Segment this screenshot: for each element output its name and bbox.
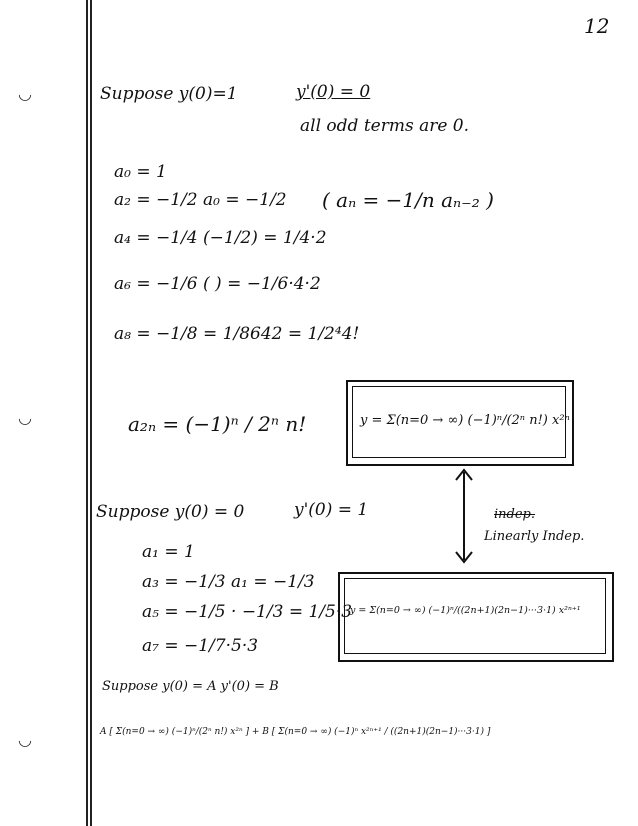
- page-number: 12: [584, 14, 610, 38]
- coefficient-a8: a₈ = −1/8 = 1/8642 = 1/2⁴4!: [114, 324, 360, 344]
- coefficient-a2: a₂ = −1/2 a₀ = −1/2: [114, 190, 287, 210]
- condition-y0-second: Suppose y(0) = 0: [96, 502, 245, 522]
- margin-line: [90, 0, 92, 826]
- coefficient-a0: a₀ = 1: [114, 162, 167, 182]
- condition-y0: Suppose y(0)=1: [100, 84, 238, 104]
- struck-word: indep.: [494, 507, 535, 522]
- binder-hole-mark: ◡: [18, 408, 32, 427]
- coefficient-a6: a₆ = −1/6 ( ) = −1/6·4·2: [114, 274, 321, 294]
- binder-hole-mark: ◡: [18, 84, 32, 103]
- binder-hole-mark: ◡: [18, 730, 32, 749]
- solution-odd: y = Σ(n=0 → ∞) (−1)ⁿ/((2n+1)(2n−1)···3·1) x²ⁿ⁺¹: [350, 605, 581, 616]
- coefficient-a1: a₁ = 1: [142, 542, 195, 562]
- solution-even: y = Σ(n=0 → ∞) (−1)ⁿ/(2ⁿ n!) x²ⁿ: [360, 413, 570, 428]
- coefficient-a2n: a₂ₙ = (−1)ⁿ / 2ⁿ n!: [128, 412, 307, 436]
- coefficient-a7: a₇ = −1/7·5·3: [142, 636, 259, 656]
- linearly-independent-label: Linearly Indep.: [484, 529, 585, 544]
- condition-yprime0-second: y'(0) = 1: [294, 500, 369, 520]
- odd-terms-note: all odd terms are 0.: [300, 116, 470, 136]
- coefficient-a3: a₃ = −1/3 a₁ = −1/3: [142, 572, 315, 592]
- condition-general: Suppose y(0) = A y'(0) = B: [102, 679, 279, 694]
- margin-line: [86, 0, 88, 826]
- recurrence-relation: ( aₙ = −1/n aₙ₋₂ ): [322, 188, 494, 212]
- coefficient-a4: a₄ = −1/4 (−1/2) = 1/4·2: [114, 228, 327, 248]
- condition-yprime0: y'(0) = 0: [296, 82, 371, 102]
- double-arrow-icon: [452, 466, 476, 566]
- coefficient-a5: a₅ = −1/5 · −1/3 = 1/5·3: [142, 602, 353, 622]
- solution-box-odd-inner: [344, 578, 606, 654]
- general-solution: A [ Σ(n=0 → ∞) (−1)ⁿ/(2ⁿ n!) x²ⁿ ] + B [ Σ(n=0 → ∞) (−1)ⁿ x²ⁿ⁺¹ / ((2n+1)(2n−1)···3·1) ]: [100, 727, 491, 737]
